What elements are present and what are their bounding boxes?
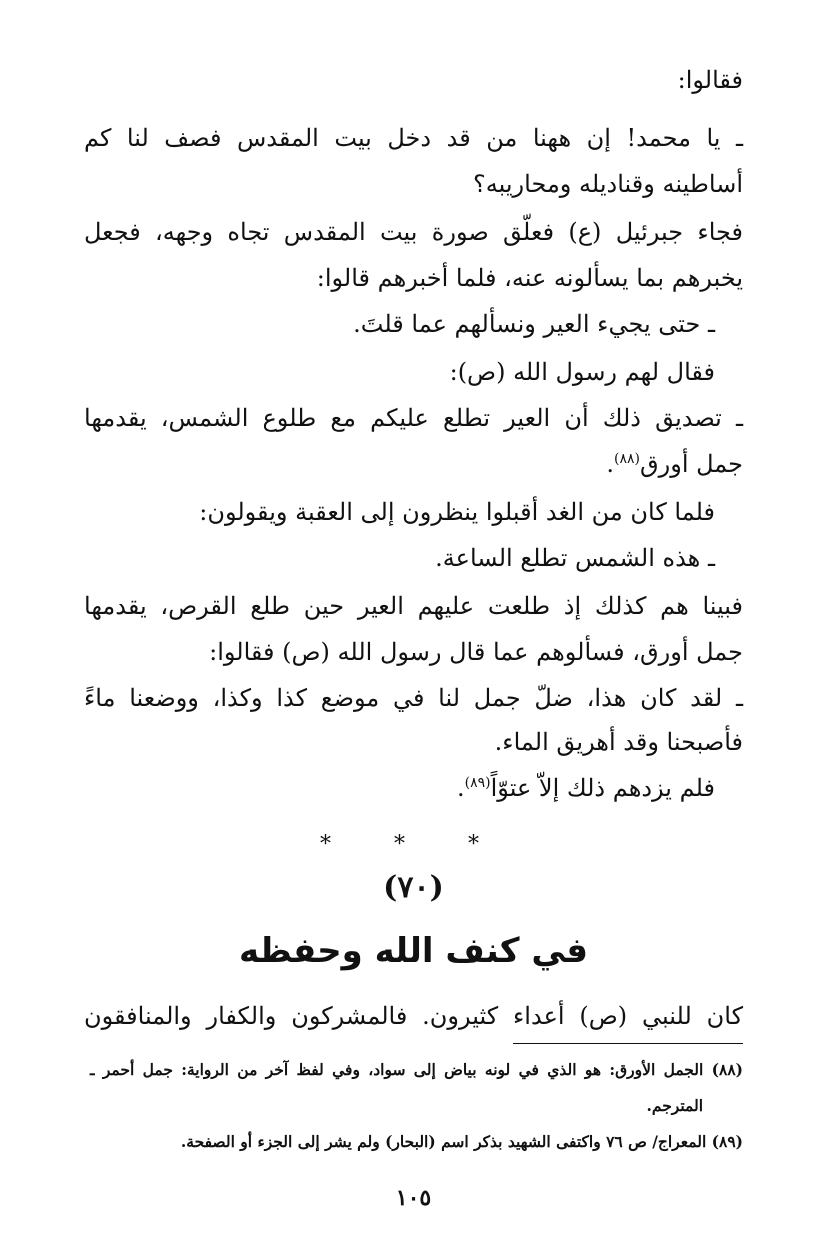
body-line-4: فجاء جبرئيل (ع) فعلّق صورة بيت المقدس تجاه وجهه، فجعل [84,218,743,246]
body-line-3: أساطينه وقناديله ومحاريبه؟ [473,170,743,198]
section-title: في كنف الله وحفظه [238,931,589,971]
body-line-9-period: . [606,450,615,478]
body-line-8: ـ تصديق ذلك أن العير تطلع عليكم مع طلوع الشمس، يقدمها [84,404,743,432]
body-line-13: جمل أورق، فسألوهم عما قال رسول الله (ص) فقالوا: [209,638,743,666]
body-line-14: ـ لقد كان هذا، ضلّ جمل لنا في موضع كذا وكذا، ووضعنا ماءً [84,684,743,712]
body-line-7: فقال لهم رسول الله (ص): [449,358,715,386]
body-line-16-text: فلم يزدهم ذلك إلاّ عتوّاً [490,774,715,802]
body-line-6: ـ حتى يجيء العير ونسألهم عما قلتَ. [353,310,715,338]
body-line-11: ـ هذه الشمس تطلع الساعة. [435,544,715,572]
body-line-9 [606,444,743,484]
footnote-88-line-1: (٨٨) الجمل الأورق: هو الذي في لونه بياض إلى سواد، وفي لفظ آخر من الرواية: جمل أحمر ـ [90,1060,743,1079]
body-line-16 [457,768,715,808]
body-line-5: يخبرهم بما يسألونه عنه، فلما أخبرهم قالوا: [316,264,743,292]
footnote-88-line-2: المترجم. [646,1096,703,1115]
section-first-line: كان للنبي (ص) أعداء كثيرون. فالمشركون والكفار والمنافقون [84,1002,743,1030]
body-line-1: فقالوا: [677,66,743,94]
footnote-divider [513,1043,743,1044]
body-line-12: فبينا هم كذلك إذ طلعت عليهم العير حين طلع القرص، يقدمها [84,592,743,620]
body-line-9-text: جمل أورق [640,450,743,478]
body-line-10: فلما كان من الغد أقبلوا ينظرون إلى العقبة ويقولون: [199,498,715,526]
page-number: ١٠٥ [395,1185,432,1211]
section-separator: * * * [320,832,507,857]
body-line-2: ـ يا محمد! إن ههنا من قد دخل بيت المقدس فصف لنا كم [84,124,743,152]
body-line-16-period: . [457,774,465,802]
footnote-ref-89: (٨٩) [464,775,491,791]
footnote-89: (٨٩) المعراج/ ص ٧٦ واكتفى الشهيد بذكر اسم (البحار) ولم يشر إلى الجزء أو الصفحة. [180,1132,743,1151]
section-number: (٧٠) [383,870,444,905]
body-line-15: فأصبحنا وقد أهريق الماء. [494,728,743,756]
footnote-ref-88: (٨٨) [614,451,641,467]
